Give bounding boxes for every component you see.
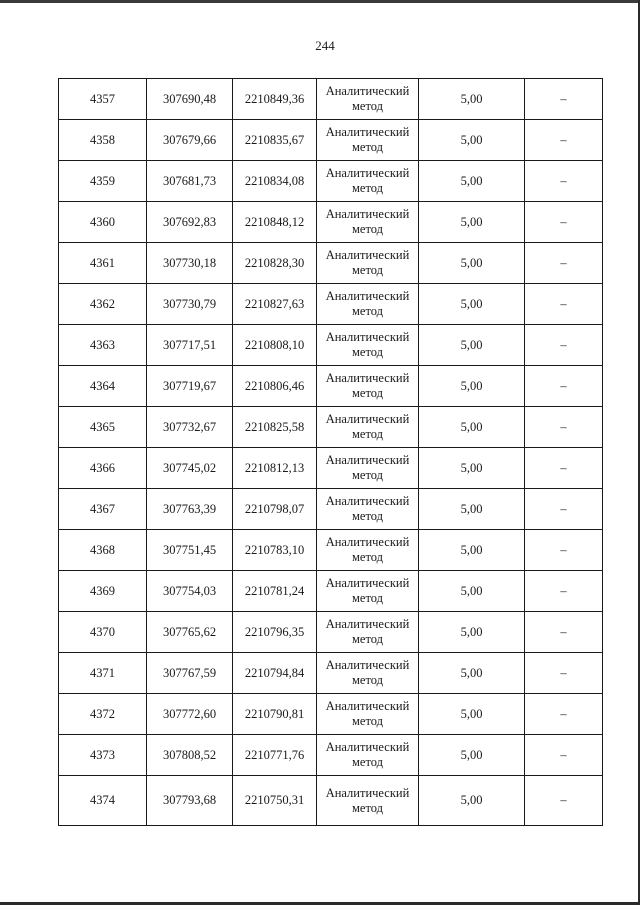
method-cell — [317, 571, 419, 612]
description-cell: – — [525, 407, 603, 448]
table-row — [59, 120, 603, 161]
method-line-2: метод — [351, 714, 383, 728]
method-cell — [317, 776, 419, 826]
description-cell: – — [525, 653, 603, 694]
precision-cell: 5,00 — [419, 653, 525, 694]
y-coordinate-cell: 2210806,46 — [233, 366, 317, 407]
precision-cell: 5,00 — [419, 571, 525, 612]
table-row — [59, 612, 603, 653]
precision-cell: 5,00 — [419, 202, 525, 243]
y-coordinate-cell: 2210781,24 — [233, 571, 317, 612]
description-cell: – — [525, 776, 603, 826]
method-line-1: Аналитический — [325, 617, 410, 631]
y-coordinate-cell: 2210808,10 — [233, 325, 317, 366]
point-number-cell: 4358 — [59, 120, 147, 161]
description-cell: – — [525, 284, 603, 325]
point-number-cell: 4362 — [59, 284, 147, 325]
description-cell: – — [525, 202, 603, 243]
description-cell: – — [525, 79, 603, 120]
method-line-1: Аналитический — [325, 785, 410, 800]
table-row — [59, 284, 603, 325]
description-cell: – — [525, 694, 603, 735]
table-row — [59, 79, 603, 120]
method-cell — [317, 489, 419, 530]
coordinates-table-body — [59, 79, 603, 826]
method-line-2: метод — [351, 386, 383, 400]
method-cell — [317, 325, 419, 366]
method-cell — [317, 735, 419, 776]
method-line-1: Аналитический — [325, 699, 410, 713]
y-coordinate-cell: 2210771,76 — [233, 735, 317, 776]
y-coordinate-cell: 2210834,08 — [233, 161, 317, 202]
method-cell — [317, 612, 419, 653]
precision-cell: 5,00 — [419, 612, 525, 653]
precision-cell: 5,00 — [419, 694, 525, 735]
y-coordinate-cell: 2210848,12 — [233, 202, 317, 243]
method-line-1: Аналитический — [325, 166, 410, 180]
y-coordinate-cell: 2210828,30 — [233, 243, 317, 284]
precision-cell: 5,00 — [419, 366, 525, 407]
table-row — [59, 448, 603, 489]
method-line-1: Аналитический — [325, 289, 410, 303]
method-line-2: метод — [351, 263, 383, 277]
description-cell: – — [525, 735, 603, 776]
description-cell: – — [525, 530, 603, 571]
table-row — [59, 202, 603, 243]
method-line-2: метод — [351, 304, 383, 318]
table-row — [59, 407, 603, 448]
description-cell: – — [525, 489, 603, 530]
table-row — [59, 325, 603, 366]
point-number-cell: 4369 — [59, 571, 147, 612]
method-line-2: метод — [351, 345, 383, 359]
precision-cell: 5,00 — [419, 407, 525, 448]
point-number-cell: 4364 — [59, 366, 147, 407]
method-line-2: метод — [351, 140, 383, 154]
method-cell — [317, 530, 419, 571]
method-cell — [317, 653, 419, 694]
x-coordinate-cell: 307754,03 — [147, 571, 233, 612]
point-number-cell: 4374 — [59, 776, 147, 826]
method-line-2: метод — [351, 632, 383, 646]
description-cell: – — [525, 325, 603, 366]
method-line-1: Аналитический — [325, 207, 410, 221]
x-coordinate-cell: 307681,73 — [147, 161, 233, 202]
table-row — [59, 366, 603, 407]
table-row — [59, 243, 603, 284]
x-coordinate-cell: 307793,68 — [147, 776, 233, 826]
table-row — [59, 489, 603, 530]
table-row — [59, 161, 603, 202]
y-coordinate-cell: 2210750,31 — [233, 776, 317, 826]
method-line-1: Аналитический — [325, 658, 410, 672]
y-coordinate-cell: 2210790,81 — [233, 694, 317, 735]
y-coordinate-cell: 2210835,67 — [233, 120, 317, 161]
page-number: 244 — [315, 38, 335, 53]
point-number-cell: 4368 — [59, 530, 147, 571]
precision-cell: 5,00 — [419, 776, 525, 826]
method-line-1: Аналитический — [325, 535, 410, 549]
x-coordinate-cell: 307719,67 — [147, 366, 233, 407]
x-coordinate-cell: 307808,52 — [147, 735, 233, 776]
method-line-2: метод — [351, 222, 383, 236]
description-cell: – — [525, 161, 603, 202]
table-row — [59, 530, 603, 571]
y-coordinate-cell: 2210798,07 — [233, 489, 317, 530]
table-row — [59, 735, 603, 776]
point-number-cell: 4360 — [59, 202, 147, 243]
x-coordinate-cell: 307679,66 — [147, 120, 233, 161]
precision-cell: 5,00 — [419, 161, 525, 202]
x-coordinate-cell: 307751,45 — [147, 530, 233, 571]
precision-cell: 5,00 — [419, 325, 525, 366]
method-cell — [317, 161, 419, 202]
point-number-cell: 4359 — [59, 161, 147, 202]
method-cell — [317, 284, 419, 325]
x-coordinate-cell: 307767,59 — [147, 653, 233, 694]
method-cell — [317, 366, 419, 407]
precision-cell: 5,00 — [419, 120, 525, 161]
table-row — [59, 776, 603, 826]
description-cell: – — [525, 243, 603, 284]
method-line-2: метод — [351, 755, 383, 769]
method-line-1: Аналитический — [325, 576, 410, 590]
x-coordinate-cell: 307763,39 — [147, 489, 233, 530]
method-line-2: метод — [351, 99, 383, 113]
method-cell — [317, 120, 419, 161]
method-line-2: метод — [351, 591, 383, 605]
method-line-1: Аналитический — [325, 494, 410, 508]
method-line-1: Аналитический — [325, 740, 410, 754]
method-line-2: метод — [351, 427, 383, 441]
table-row — [59, 653, 603, 694]
method-line-2: метод — [351, 550, 383, 564]
method-cell — [317, 448, 419, 489]
description-cell: – — [525, 366, 603, 407]
method-line-1: Аналитический — [325, 248, 410, 262]
x-coordinate-cell: 307692,83 — [147, 202, 233, 243]
precision-cell: 5,00 — [419, 489, 525, 530]
method-line-1: Аналитический — [325, 453, 410, 467]
point-number-cell: 4370 — [59, 612, 147, 653]
x-coordinate-cell: 307765,62 — [147, 612, 233, 653]
y-coordinate-cell: 2210794,84 — [233, 653, 317, 694]
point-number-cell: 4373 — [59, 735, 147, 776]
x-coordinate-cell: 307690,48 — [147, 79, 233, 120]
precision-cell: 5,00 — [419, 243, 525, 284]
method-cell — [317, 79, 419, 120]
method-line-1: Аналитический — [325, 125, 410, 139]
method-cell — [317, 694, 419, 735]
y-coordinate-cell: 2210827,63 — [233, 284, 317, 325]
x-coordinate-cell: 307732,67 — [147, 407, 233, 448]
point-number-cell: 4363 — [59, 325, 147, 366]
point-number-cell: 4371 — [59, 653, 147, 694]
scan-top-edge — [0, 0, 640, 3]
method-line-2: метод — [351, 468, 383, 482]
method-line-2: метод — [351, 509, 383, 523]
method-line-1: Аналитический — [325, 84, 410, 98]
method-cell — [317, 243, 419, 284]
description-cell: – — [525, 448, 603, 489]
coordinates-table — [58, 78, 603, 826]
description-cell: – — [525, 571, 603, 612]
precision-cell: 5,00 — [419, 79, 525, 120]
point-number-cell: 4367 — [59, 489, 147, 530]
description-cell: – — [525, 120, 603, 161]
precision-cell: 5,00 — [419, 530, 525, 571]
point-number-cell: 4365 — [59, 407, 147, 448]
description-cell: – — [525, 612, 603, 653]
x-coordinate-cell: 307745,02 — [147, 448, 233, 489]
point-number-cell: 4361 — [59, 243, 147, 284]
table-row — [59, 694, 603, 735]
point-number-cell: 4372 — [59, 694, 147, 735]
method-cell — [317, 407, 419, 448]
point-number-cell: 4366 — [59, 448, 147, 489]
method-line-1: Аналитический — [325, 371, 410, 385]
precision-cell: 5,00 — [419, 448, 525, 489]
method-line-2: метод — [351, 800, 383, 815]
table-row — [59, 571, 603, 612]
y-coordinate-cell: 2210812,13 — [233, 448, 317, 489]
y-coordinate-cell: 2210796,35 — [233, 612, 317, 653]
y-coordinate-cell: 2210825,58 — [233, 407, 317, 448]
x-coordinate-cell: 307717,51 — [147, 325, 233, 366]
precision-cell: 5,00 — [419, 284, 525, 325]
precision-cell: 5,00 — [419, 735, 525, 776]
x-coordinate-cell: 307772,60 — [147, 694, 233, 735]
x-coordinate-cell: 307730,79 — [147, 284, 233, 325]
method-line-2: метод — [351, 673, 383, 687]
method-line-2: метод — [351, 181, 383, 195]
x-coordinate-cell: 307730,18 — [147, 243, 233, 284]
y-coordinate-cell: 2210849,36 — [233, 79, 317, 120]
method-line-1: Аналитический — [325, 412, 410, 426]
y-coordinate-cell: 2210783,10 — [233, 530, 317, 571]
point-number-cell: 4357 — [59, 79, 147, 120]
method-cell — [317, 202, 419, 243]
method-line-1: Аналитический — [325, 330, 410, 344]
